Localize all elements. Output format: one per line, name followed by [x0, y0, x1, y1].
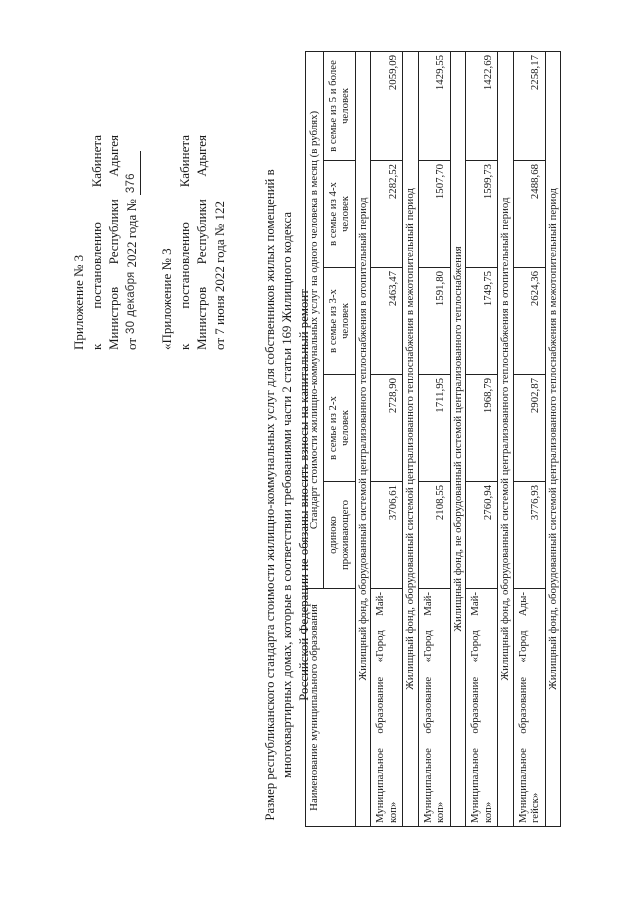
value-cell: 3776,93: [513, 482, 545, 589]
section-title: Жилищный фонд, не оборудованный системой централизованного теплоснабжения: [450, 52, 466, 827]
col-header-single: одиноко проживающего: [323, 482, 355, 589]
municipality-name-cell: [418, 589, 450, 827]
value-cell: 2059,09: [371, 52, 403, 161]
section-title: Жилищный фонд, оборудованный системой централизованного теплоснабжения в межотопительный период: [545, 52, 561, 827]
value-cell: 2258,17: [513, 52, 545, 161]
section-title: Жилищный фонд, оборудованный системой централизованного теплоснабжения в отопительный период: [355, 52, 371, 827]
heading-line-1: Размер республиканского стандарта стоимости жилищно-коммунальных услуг для собственников жилых помещений в: [263, 169, 277, 821]
section-row: [355, 52, 371, 827]
value-cell: 3706,61: [371, 482, 403, 589]
value-cell: 2488,68: [513, 161, 545, 268]
appendix-current-month: декабря: [124, 271, 137, 317]
appendix-current-line3: [105, 135, 123, 350]
table-row: [371, 52, 403, 827]
value-cell: 1749,75: [466, 268, 498, 375]
col-header-family-4: в семье из 4-х человек: [323, 161, 355, 268]
appendix-current-word: к: [88, 343, 104, 350]
municipality-name-part: коп»: [386, 801, 399, 823]
appendix-current-title: Приложение № 3: [71, 254, 86, 350]
value-cell: 1591,80: [418, 268, 450, 375]
value-cell: 2760,94: [466, 482, 498, 589]
value-cell: 1429,55: [418, 52, 450, 161]
value-cell: 2463,47: [371, 268, 403, 375]
col-header-family-3: в семье из 3-х человек: [323, 268, 355, 375]
appendix-previous-line3: [193, 135, 211, 350]
section-title: Жилищный фонд, оборудованный системой централизованного теплоснабжения в отопительный период: [498, 52, 514, 827]
col-header-standard-group: Стандарт стоимости жилищно-коммунальных услуг на одного человека в месяц (в рублях): [306, 52, 324, 589]
municipality-name-part: Муниципальное образование «Город Май-: [421, 592, 434, 823]
appendix-current-date-prefix: от: [123, 337, 139, 350]
municipality-name-cell: [513, 589, 545, 827]
municipality-name-part: гейск»: [529, 792, 541, 823]
appendix-previous-block: [158, 135, 228, 350]
value-cell: 1968,79: [466, 375, 498, 482]
appendix-current-word: Адыгея: [106, 135, 121, 177]
appendix-previous-date: от 7 июня 2022 года № 122: [211, 200, 227, 350]
appendix-previous-word: Министров: [194, 286, 209, 350]
municipality-name-part: Муниципальное образование «Город Ады-: [516, 592, 529, 823]
value-cell: 1711,95: [418, 375, 450, 482]
appendix-previous-word: постановлению: [176, 222, 192, 309]
appendix-previous-line1: [158, 135, 176, 350]
standards-table: [305, 51, 561, 827]
appendix-current-year: 2022 года №: [123, 199, 139, 268]
appendix-current-block: [70, 135, 141, 350]
section-row: [450, 52, 466, 827]
value-cell: 2728,90: [371, 375, 403, 482]
section-row: [403, 52, 419, 827]
heading-line-2: многоквартирных домах, которые в соответствии требованиями части 2 статьи 169 Жилищного кодекса: [280, 211, 294, 779]
appendix-current-line1: [70, 135, 88, 350]
appendix-current-word: Республики: [106, 199, 121, 265]
section-row: [545, 52, 561, 827]
appendix-current-day: 30: [124, 320, 137, 334]
appendix-previous-word: Адыгея: [194, 135, 209, 177]
appendix-current-word: Кабинета: [88, 135, 104, 188]
heading-line-3: Российской Федерации не обязаны вносить взносы на капитальный ремонт: [297, 289, 311, 701]
municipality-name-cell: [466, 589, 498, 827]
table-row: [466, 52, 498, 827]
appendix-previous-word: Кабинета: [176, 135, 192, 188]
municipality-name-cell: [371, 589, 403, 827]
appendix-current-line2: [88, 135, 106, 350]
appendix-current-line4: [123, 135, 142, 350]
value-cell: 2108,55: [418, 482, 450, 589]
value-cell: 1422,69: [466, 52, 498, 161]
appendix-previous-line2: [176, 135, 194, 350]
table-row: [513, 52, 545, 827]
appendix-previous-word: Республики: [194, 199, 209, 265]
value-cell: 2624,36: [513, 268, 545, 375]
appendix-previous-word: к: [176, 343, 192, 350]
value-cell: 2282,52: [371, 161, 403, 268]
section-row: [498, 52, 514, 827]
col-header-family-2: в семье из 2-х человек: [323, 375, 355, 482]
table-row: [418, 52, 450, 827]
value-cell: 1599,73: [466, 161, 498, 268]
municipality-name-part: коп»: [434, 801, 446, 823]
section-title: Жилищный фонд, оборудованный системой централизованного теплоснабжения в межотопительный период: [403, 52, 419, 827]
appendix-previous-title: «Приложение № 3: [159, 248, 174, 350]
value-cell: 1507,70: [418, 161, 450, 268]
appendix-current-word: постановлению: [88, 222, 104, 309]
municipality-name-part: Муниципальное образование «Город Май-: [469, 592, 481, 823]
value-cell: 2902,87: [513, 375, 545, 482]
appendix-previous-line4: [211, 135, 229, 350]
appendix-current-word: Министров: [106, 286, 121, 350]
appendix-current-number: 376: [123, 151, 142, 195]
table-header-row: [306, 52, 324, 827]
col-header-family-5plus: в семье из 5 и более человек: [323, 52, 355, 161]
col-header-municipality: Наименование муниципального образования: [306, 589, 356, 827]
municipality-name-part: коп»: [481, 801, 494, 823]
municipality-name-part: Муниципальное образование «Город Май-: [374, 592, 386, 823]
